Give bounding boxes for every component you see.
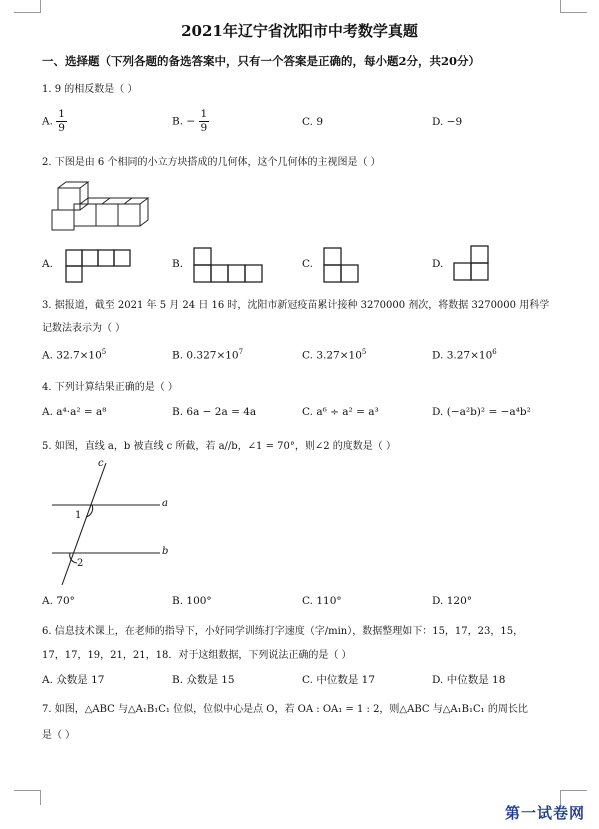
site-watermark: 第一试卷网 xyxy=(504,804,585,822)
q2-option-b-label: B. xyxy=(172,258,184,270)
q3-option-b: B. $0.327\times 10^7$ xyxy=(172,348,244,362)
q5-option-c: C. 110° xyxy=(302,595,342,607)
q6-option-d: D. 中位数是 18 xyxy=(432,674,506,686)
q3-option-a: A. $32.7\times 10^5$ xyxy=(42,348,107,362)
q2-option-a-figure xyxy=(64,246,134,282)
q6-option-b: B. 众数是 15 xyxy=(172,674,235,686)
corner-mark-bottom-left xyxy=(14,790,41,805)
q7-stem-line2: 是（ ） xyxy=(42,730,76,741)
q5-option-b: B. 100° xyxy=(172,595,212,607)
q5-stem: 5. 如图，直线 a，b 被直线 c 所截，若 a//b，∠1 = 70°，则∠2 的度数是（ ） xyxy=(42,441,396,452)
q5-option-d: D. 120° xyxy=(432,595,473,607)
q2-option-c-figure xyxy=(322,246,362,286)
q3-stem-line2: 记数法表示为（ ） xyxy=(42,323,126,334)
q5-label-1: 1 xyxy=(75,510,82,521)
q5-label-2: 2 xyxy=(77,558,84,569)
q7-stem-line1: 7. 如图，△ABC 与△A₁B₁C₁ 位似，位似中心是点 O，若 OA : OA₁ = 1 : 2，则△ABC 与△A₁B₁C₁ 的周长比 xyxy=(42,704,528,715)
q6-stem-line1: 6. 信息技术课上，在老师的指导下，小好同学训练打字速度（字/min），数据整理如下：15，17，23，15， xyxy=(42,626,524,637)
q6-option-c: C. 中位数是 17 xyxy=(302,674,376,686)
q5-parallel-lines-figure xyxy=(42,455,182,590)
q4-option-b: B. 6a − 2a = 4a xyxy=(172,406,257,418)
q5-option-a: A. 70° xyxy=(42,595,75,607)
q2-option-d-figure xyxy=(452,244,492,286)
corner-mark-top-left xyxy=(14,0,41,13)
q2-stem: 2. 下图是由 6 个相同的小立方块搭成的几何体，这个几何体的主视图是（ ） xyxy=(42,157,381,168)
q1-option-d: D. −9 xyxy=(432,116,463,128)
q1-option-a: A. $\frac{1}{9}$ xyxy=(42,108,65,134)
q2-option-c-label: C. xyxy=(302,258,313,270)
q5-label-a: a xyxy=(162,498,168,509)
q5-label-c: c xyxy=(98,458,104,469)
q5-label-b: b xyxy=(162,546,169,557)
q1-option-b: B. − $\frac{1}{9}$ xyxy=(172,108,208,134)
q3-option-c: C. $3.27\times 10^5$ xyxy=(302,348,367,362)
corner-mark-top-right xyxy=(560,0,587,13)
q4-option-c: C. a⁶ ÷ a² = a³ xyxy=(302,406,379,418)
page-title: 2021年辽宁省沈阳市中考数学真题 xyxy=(181,22,418,40)
q1-option-c: C. 9 xyxy=(302,116,324,128)
q4-stem: 4. 下列计算结果正确的是（ ） xyxy=(42,382,178,393)
q3-option-d: D. $3.27\times 10^6$ xyxy=(432,348,497,362)
q4-option-a: A. a⁴·a² = a⁸ xyxy=(42,406,107,418)
q1-stem: 1. 9 的相反数是（ ） xyxy=(42,84,138,95)
q3-stem-line1: 3. 据报道，截至 2021 年 5 月 24 日 16 时，沈阳市新冠疫苗累计接种 3270000 剂次，将数据 3270000 用科学 xyxy=(42,300,550,311)
q2-option-d-label: D. xyxy=(432,258,444,270)
section-heading: 一、选择题（下列各题的备选答案中，只有一个答案是正确的，每小题2分，共20分） xyxy=(42,54,481,68)
q2-solid-figure xyxy=(44,180,154,232)
q6-option-a: A. 众数是 17 xyxy=(42,674,105,686)
q2-option-a-label: A. xyxy=(42,258,53,270)
q4-option-d: D. (−a²b)² = −a⁴b² xyxy=(432,406,531,418)
q2-option-b-figure xyxy=(192,246,264,286)
q6-stem-line2: 17，17，19，21，21，18．对于这组数据，下列说法正确的是（ ） xyxy=(42,650,352,661)
